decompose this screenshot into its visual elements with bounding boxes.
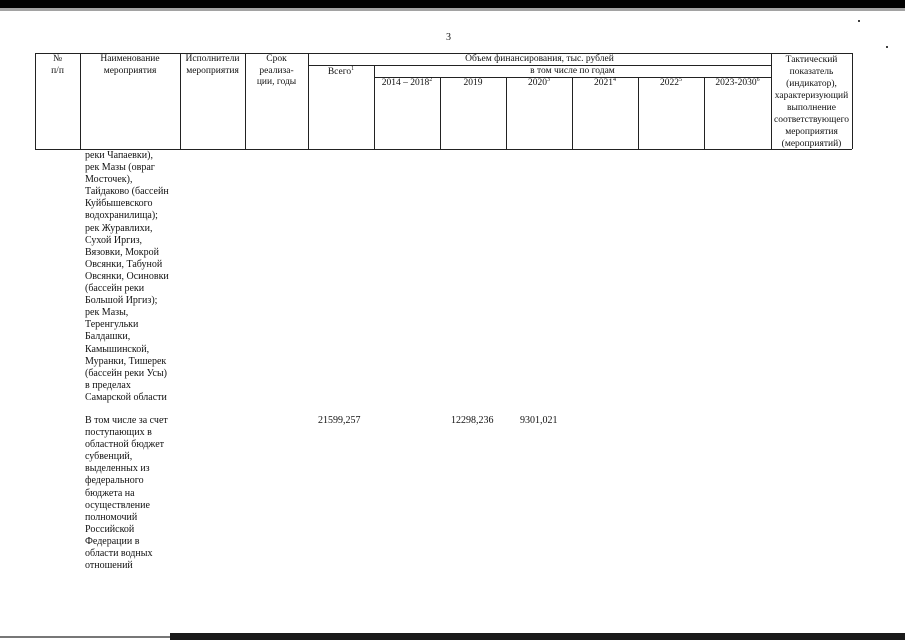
scan-speck (858, 20, 860, 22)
header-indicator: Тактический показатель (индикатор), характеризующий выполнение соответствующего мероприятия (мероприятий) (774, 55, 849, 149)
header-year-2022: 2022$^5$ (660, 76, 682, 88)
subventions-2019-value: 12298,236 (451, 415, 494, 426)
header-by-years: в том числе по годам (530, 66, 615, 76)
subventions-description: В том числе за счет поступающих в областной бюджет субвенций, выделенных из федерального бюджета на осуществление полномочий Российской Федерации в области водных отношений (85, 415, 168, 572)
subventions-2020-value: 9301,021 (520, 415, 558, 426)
header-term: Срок реализа- ции, годы (256, 54, 297, 87)
header-executors: Исполнители мероприятия (185, 54, 240, 76)
header-year-2019: 2019 (463, 78, 483, 88)
header-year-2020: 2020$^3$ (528, 76, 550, 88)
header-year-2014-2018: 2014 – 2018$^2$ (381, 76, 433, 88)
activity-name-continued: реки Чапаевки), рек Мазы (овраг Мосточек), Тайдаково (бассейн Куйбышевского водохранилища); рек Журавлихи, Сухой Иргиз, Вязовки, Мокрой Овсянки, Табуной Овсянки, Осиновки (бассейн реки Большой Иргиз); рек Мазы, Теренгульки Балдашки, Камышинской, Муранки, Тишерек (бассейн реки Усы) в пределах Самарской области (85, 150, 169, 403)
scan-speck (886, 46, 888, 48)
scan-top-edge (0, 0, 905, 8)
scan-top-shadow (0, 8, 905, 11)
header-num: № п/п (51, 54, 64, 76)
header-funding-title: Объем финансирования, тыс. рублей (465, 54, 614, 64)
scan-bottom-line (0, 636, 170, 638)
scan-bottom-edge (170, 633, 905, 640)
header-name: Наименование мероприятия (100, 54, 160, 76)
header-year-2021: 2021$^4$ (594, 76, 616, 88)
header-year-2023-2030: 2023-2030$^6$ (715, 76, 760, 88)
page-number: 3 (446, 32, 451, 43)
header-total: Всего$^1$ (327, 65, 355, 77)
subventions-total-value: 21599,257 (318, 415, 361, 426)
